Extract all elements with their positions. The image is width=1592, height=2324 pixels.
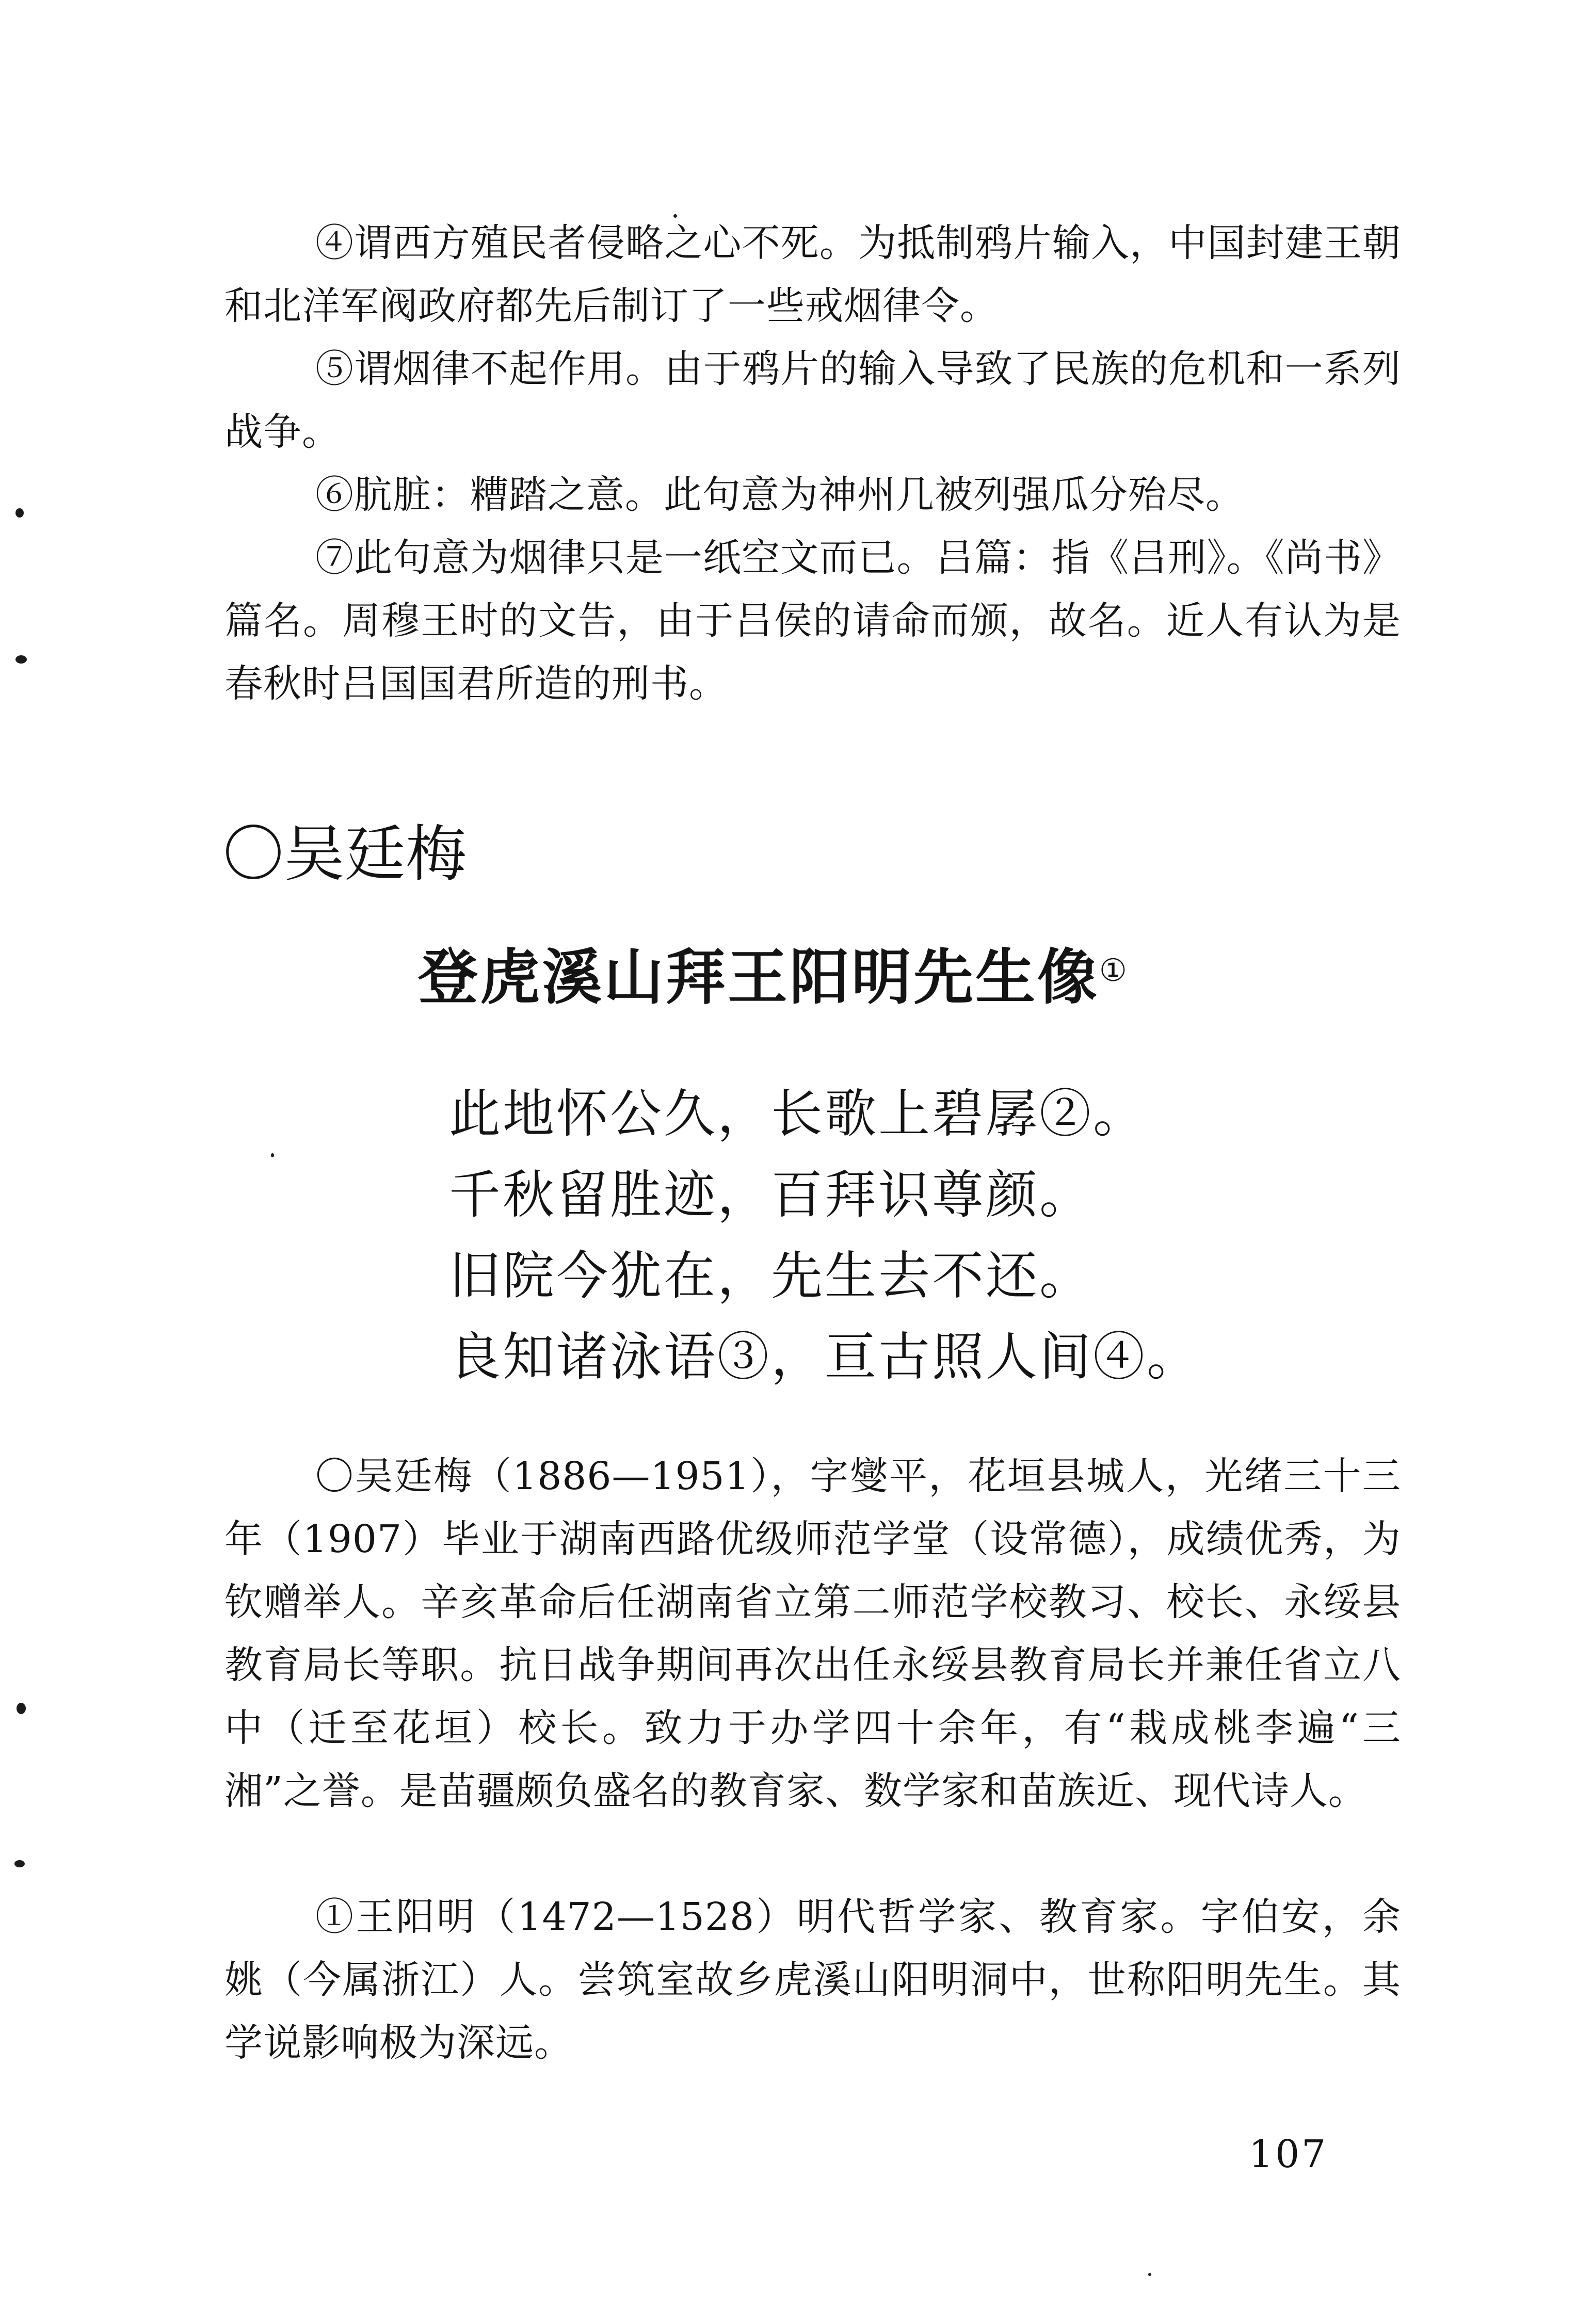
note-4: ④谓西方殖民者侵略之心不死。为抵制鸦片输入，中国封建王朝和北洋军阀政府都先后制订了一些戒烟律令。 (224, 221, 1401, 328)
poem-body (449, 1073, 1326, 1397)
poem-title (418, 939, 1129, 1016)
page-number: 107 (1249, 2132, 1328, 2176)
note-1: ①王阳明（1472—1528）明代哲学家、教育家。字伯安，余姚（今属浙江）人。尝筑室故乡虎溪山阳明洞中，世称阳明先生。其学说影响极为深远。 (224, 1895, 1401, 2065)
poem-title-text: 登虎溪山拜王阳明先生像 (418, 943, 1099, 1012)
note-7: ⑦此句意为烟律只是一纸空文而已。吕篇：指《吕刑》。《尚书》篇名。周穆王时的文告，由于吕侯的请命而颁，故名。近人有认为是春秋时吕国国君所造的刑书。 (224, 536, 1401, 706)
scan-speck (1148, 2273, 1151, 2276)
scan-speck (15, 655, 27, 664)
scan-speck (271, 1153, 274, 1157)
scan-speck (673, 214, 677, 218)
poem-title-note-marker: ① (1099, 953, 1129, 989)
scan-speck (15, 508, 24, 518)
poem-line: 良知诸泳语③，亘古照人间④。 (449, 1327, 1200, 1387)
note-6: ⑥肮脏：糟踏之意。此句意为神州几被列强瓜分殆尽。 (315, 473, 1244, 517)
author-biography: 〇吴廷梅（1886—1951），字燮平，花垣县城人，光绪三十三年（1907）毕业于湖南西路优级师范学堂（设常德），成绩优秀，为钦赠举人。辛亥革命后任湖南省立第二师范学校教习、校长、永绥县教育局长等职。抗日战争期间再次出任永绥县教育局长并兼任省立八中（迁至花垣）校长。致力于办学四十余年，有“栽成桃李遍“三湘”之誉。是苗疆颇负盛名的教育家、数学家和苗族近、现代诗人。 (224, 1454, 1401, 1813)
poem-line: 此地怀公久，长歌上碧孱②。 (449, 1084, 1147, 1144)
note-5: ⑤谓烟律不起作用。由于鸦片的输入导致了民族的危机和一系列战争。 (224, 347, 1401, 454)
scan-speck (14, 1860, 25, 1867)
author-heading: 〇吴廷梅 (223, 818, 467, 890)
poem-line: 旧院今犹在，先生去不还。 (449, 1246, 1093, 1306)
scan-speck (17, 1703, 26, 1714)
poem-line: 千秋留胜迹，百拜识尊颜。 (449, 1165, 1093, 1225)
